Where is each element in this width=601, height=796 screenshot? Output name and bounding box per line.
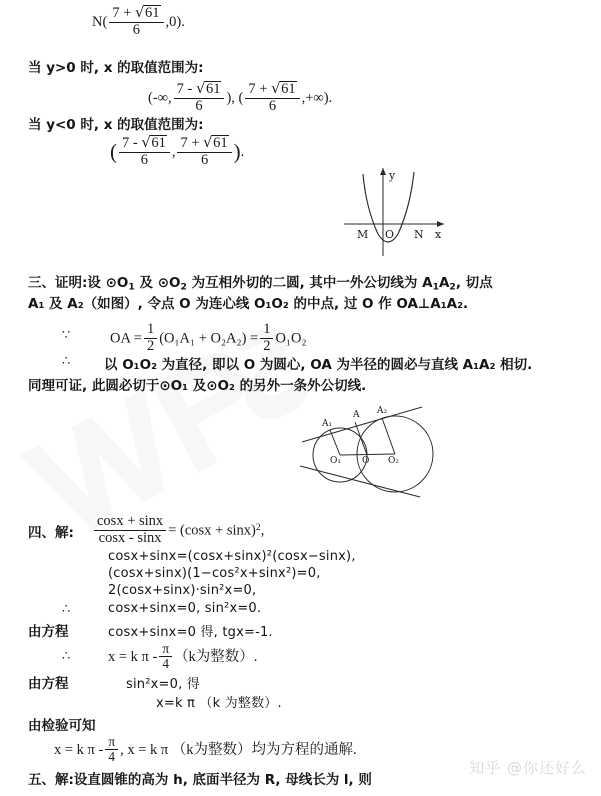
point-n-suffix: ,0). [165,13,185,30]
circle-label-a1: A₁ [322,419,333,429]
period: . [240,143,245,160]
section-four-result1: x = k π - $\frac{\pi}{4}$ （k为整数）. [108,641,258,672]
sqrt-icon: √ 61 [141,135,167,152]
footer-watermark: 知乎 @你还好么 [469,759,587,777]
because-symbol: ∵ [62,327,71,342]
interval-close: ,+∞). [301,89,333,106]
section-four-eq1: $\frac{\cos x + \sin x}{\cos x - \sin x}$ = $(\cos x + \sin x)^2$, [92,515,264,547]
section-three-line1: 三、证明:设 $⊙O_1$ 及 $⊙O_2$ 为互相外切的二圆, 其中一外公切线为 $A_1A_2$, 切点 [28,275,493,293]
section-three-conclusion2: 同理可证, 此圆必切于⊙O₁ 及⊙O₂ 的另外一条外公切线. [28,378,367,394]
section-five-text: 设直圆锥的高为 h, 底面半径为 R, 母线长为 l, 则 [73,772,372,788]
circle-label-o1: O₁ [330,456,341,466]
pi-over-four-1: $\frac{\pi}{4}$ [159,642,172,672]
eq1-fraction: $\frac{\cos x + \sin x}{\cos x - \sin x}$ [94,514,166,546]
section-four-line4: 2(cosx+sinx)·sin²x=0, [108,583,257,598]
two-circles-figure [292,404,582,504]
neg-fraction-1: $\frac{7 - √ 61}{6}$ [119,135,170,168]
section-four-line7: sin²x=0, 得 [126,677,200,692]
section-five-line [28,768,372,788]
case-positive-interval [148,82,332,115]
half-fraction-1: $\frac{1}{2}$ [144,322,157,354]
parabola-axis-x-label: x [435,228,442,241]
section-four-line3: (cosx+sinx)(1−cos²x+sinx²)=0, [108,566,321,581]
paren-open: ( [110,139,117,164]
from-equation-label-2: 由方程 [28,676,69,692]
circle-label-o2: O₂ [388,456,399,466]
parabola-axis-y-label: y [389,169,396,182]
parabola-label-o: O [385,228,395,241]
interval-fraction-2: $\frac{7 + √ 61}{6}$ [245,81,299,114]
paren-close: ) [233,139,241,164]
section-five-heading: 五、解: [28,772,74,788]
half-fraction-2: $\frac{1}{2}$ [260,322,273,354]
pi-over-four-2: $\frac{\pi}{4}$ [105,735,118,765]
section-four-heading: 四、解: [28,525,74,541]
sqrt-icon: √ 61 [196,81,222,98]
neg-fraction-2: $\frac{7 + √ 61}{6}$ [177,135,231,168]
section-three-heading: 三、证明: [28,275,88,291]
parabola-figure [340,158,460,258]
point-n-fraction [109,5,163,38]
sqrt-icon: √ 61 [271,81,297,98]
section-four-final: x = k π - $\frac{\pi}{4}$ , x = k π （k为整数）均为方程的通解. [54,734,357,765]
point-n-numerator: 7 + √ 61 [109,5,163,23]
verify-label: 由检验可知 [28,718,96,734]
section-three-line2: A₁ 及 A₂（如图）, 令点 O 为连心线 O₁O₂ 的中点, 过 O 作 OA⊥A₁A₂. [28,296,469,312]
therefore-symbol-2: ∴ [62,601,71,616]
formula-oa: OA = $\frac{1}{2}$ (O₁A₁ + O₂A₂) = $\frac{1}{2}$ O₁O₂ [110,321,307,354]
sqrt-icon: √ 61 [135,5,161,22]
section-three-conclusion1: 以 O₁O₂ 为直径, 即以 O 为圆心, OA 为半径的圆必与直线 A₁A₂ 相切. [104,357,533,373]
comma: , [171,143,176,160]
section-four-line5: cosx+sinx=0, sin²x=0. [108,601,262,616]
section-four-line8: x=k π （k 为整数）. [156,696,282,711]
interval-fraction-1: $\frac{7 - √ 61}{6}$ [174,81,225,114]
case-positive-label: 当 y>0 时, x 的取值范围为: [28,60,204,76]
circle-label-a: A [353,410,360,420]
circle-label-a2: A₂ [377,406,388,416]
therefore-symbol-3: ∴ [62,648,71,663]
sqrt-icon: √ 61 [203,135,229,152]
case-negative-interval [110,136,244,169]
circle-label-o: O [362,456,370,466]
interval-open: (-∞, [148,89,172,106]
from-equation-label-1: 由方程 [28,624,69,640]
therefore-symbol-1: ∴ [62,353,71,368]
point-n-denominator: 6 [132,21,141,38]
section-four-line2: cosx+sinx=(cosx+sinx)²(cosx−sinx), [108,549,356,564]
point-n-expression [92,6,185,39]
parabola-label-m: M [357,228,369,241]
interval-separator: ), ( [226,89,244,106]
point-n-prefix: N( [92,13,108,30]
parabola-label-n: N [414,228,424,241]
case-negative-label: 当 y<0 时, x 的取值范围为: [28,117,204,133]
section-four-line6: cosx+sinx=0 得, tgx=-1. [108,625,273,640]
